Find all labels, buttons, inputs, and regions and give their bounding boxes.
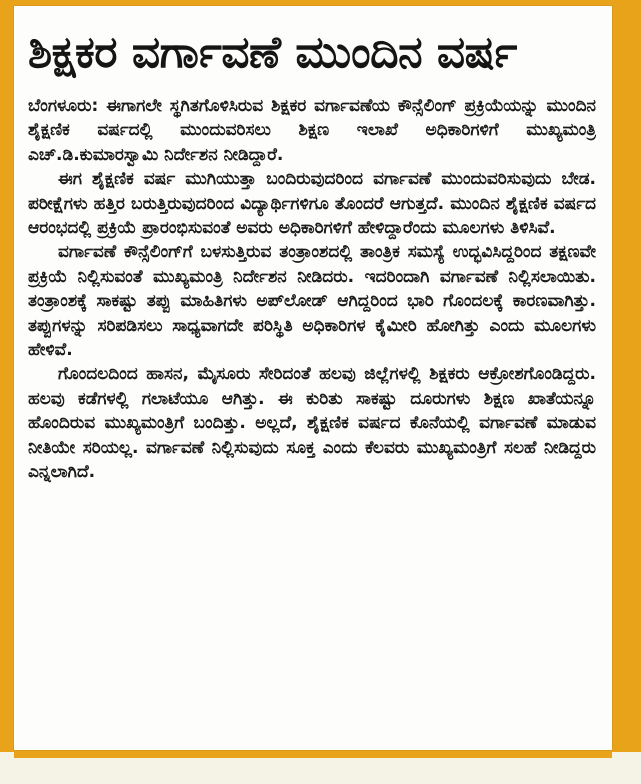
bottom-background-strip bbox=[0, 752, 641, 784]
article-paragraph-1-text: ಈಗಾಗಲೇ ಸ್ಥಗಿತಗೊಳಿಸಿರುವ ಶಿಕ್ಷಕರ ವರ್ಗಾವಣೆಯ ಕೌನ್ಸೆಲಿಂಗ್ ಪ್ರಕ್ರಿಯೆಯನ್ನು ಮುಂದಿನ ಶೈಕ್ಷಣಿಕ ವರ್ಷದಲ್ಲಿ ಮುಂದುವರಿಸಲು ಶಿಕ್ಷಣ ಇಲಾಖೆ ಅಧಿಕಾರಿಗಳಿಗೆ ಮುಖ್ಯಮಂತ್ರಿ ಎಚ್.ಡಿ.ಕುಮಾರಸ್ವಾಮಿ ನಿರ್ದೇಶನ ನೀಡಿದ್ದಾರೆ. bbox=[28, 96, 596, 165]
article-paragraph-1 bbox=[28, 94, 596, 167]
article-headline: ಶಿಕ್ಷಕರ ವರ್ಗಾವಣೆ ಮುಂದಿನ ವರ್ಷ bbox=[28, 27, 517, 78]
article-paragraph-4: ಗೊಂದಲದಿಂದ ಹಾಸನ, ಮೈಸೂರು ಸೇರಿದಂತೆ ಹಲವು ಜಿಲ್ಲೆಗಳಲ್ಲಿ ಶಿಕ್ಷಕರು ಆಕ್ರೋಶಗೊಂಡಿದ್ದರು. ಹಲವು ಕಡೆಗಳಲ್ಲಿ ಗಲಾಟೆಯೂ ಆಗಿತ್ತು. ಈ ಕುರಿತು ಸಾಕಷ್ಟು ದೂರುಗಳು ಶಿಕ್ಷಣ ಖಾತೆಯನ್ನೂ ಹೊಂದಿರುವ ಮುಖ್ಯಮಂತ್ರಿಗೆ ಬಂದಿತ್ತು. ಅಲ್ಲದೆ, ಶೈಕ್ಷಣಿಕ ವರ್ಷದ ಕೊನೆಯಲ್ಲಿ ವರ್ಗಾವಣೆ ಮಾಡುವ ನೀತಿಯೇ ಸರಿಯಲ್ಲ. ವರ್ಗಾವಣೆ ನಿಲ್ಲಿಸುವುದು ಸೂಕ್ತ ಎಂದು ಕೆಲವರು ಮುಖ್ಯಮಂತ್ರಿಗೆ ಸಲಹೆ ನೀಡಿದ್ದರು ಎನ್ನಲಾಗಿದೆ. bbox=[28, 364, 596, 483]
article-dateline: ಬೆಂಗಳೂರು: bbox=[28, 96, 99, 116]
article-page bbox=[14, 6, 612, 750]
article-paragraph-3: ವರ್ಗಾವಣೆ ಕೌನ್ಸೆಲಿಂಗ್‌ಗೆ ಬಳಸುತ್ತಿರುವ ತಂತ್ರಾಂಶದಲ್ಲಿ ತಾಂತ್ರಿಕ ಸಮಸ್ಯೆ ಉದ್ಭವಿಸಿದ್ದರಿಂದ ತಕ್ಷಣವೇ ಪ್ರಕ್ರಿಯೆ ನಿಲ್ಲಿಸುವಂತೆ ಮುಖ್ಯಮಂತ್ರಿ ನಿರ್ದೇಶನ ನೀಡಿದರು. ಇದರಿಂದಾಗಿ ವರ್ಗಾವಣೆ ನಿಲ್ಲಿಸಲಾಯಿತು. ತಂತ್ರಾಂಶಕ್ಕೆ ಸಾಕಷ್ಟು ತಪ್ಪು ಮಾಹಿತಿಗಳು ಅಪ್‌ಲೋಡ್ ಆಗಿದ್ದರಿಂದ ಭಾರಿ ಗೊಂದಲಕ್ಕೆ ಕಾರಣವಾಗಿತ್ತು. ತಪ್ಪುಗಳನ್ನು ಸರಿಪಡಿಸಲು ಸಾಧ್ಯವಾಗದೇ ಪರಿಸ್ಥಿತಿ ಅಧಿಕಾರಿಗಳ ಕೈಮೀರಿ ಹೋಗಿತ್ತು ಎಂದು ಮೂಲಗಳು ಹೇಳಿವೆ. bbox=[28, 242, 596, 361]
bottom-orange-band bbox=[14, 752, 612, 758]
article-paragraph-2: ಈಗ ಶೈಕ್ಷಣಿಕ ವರ್ಷ ಮುಗಿಯುತ್ತಾ ಬಂದಿರುವುದರಿಂದ ವರ್ಗಾವಣೆ ಮುಂದುವರಿಸುವುದು ಬೇಡ. ಪರೀಕ್ಷೆಗಳು ಹತ್ತಿರ ಬರುತ್ತಿರುವುದರಿಂದ ವಿದ್ಯಾರ್ಥಿಗಳಿಗೂ ತೊಂದರೆ ಆಗುತ್ತದೆ. ಮುಂದಿನ ಶೈಕ್ಷಣಿಕ ವರ್ಷದ ಆರಂಭದಲ್ಲಿ ಪ್ರಕ್ರಿಯೆ ಪ್ರಾರಂಭಿಸುವಂತೆ ಅವರು ಅಧಿಕಾರಿಗಳಿಗೆ ಹೇಳಿದ್ದಾರೆಂದು ಮೂಲಗಳು ತಿಳಿಸಿವೆ. bbox=[28, 169, 596, 239]
article-body bbox=[28, 94, 596, 744]
